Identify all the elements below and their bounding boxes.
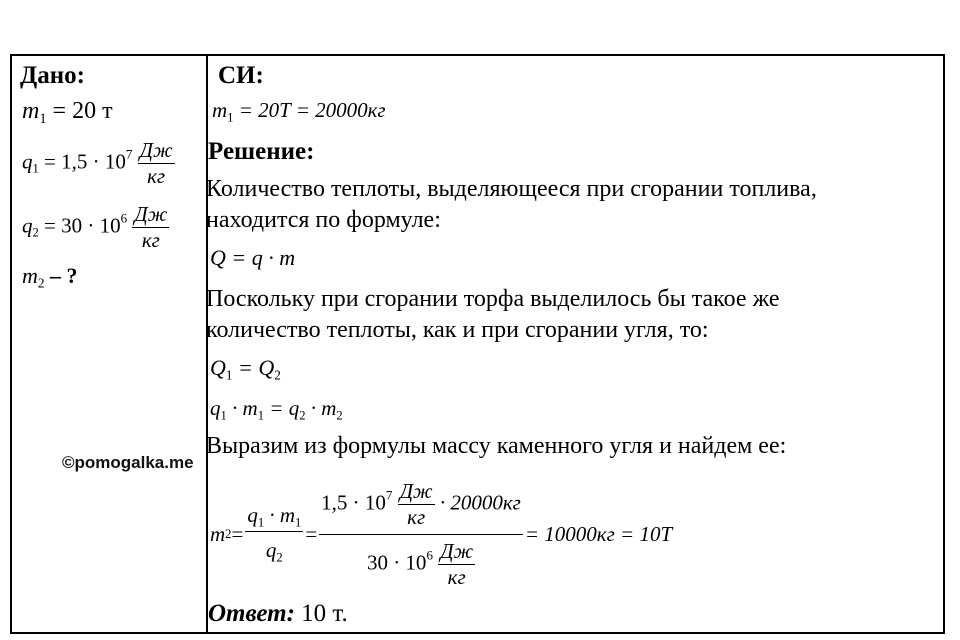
formula-heat: Q = q · m (210, 245, 296, 270)
solution-text-2a: Поскольку при сгорании торфа выделилось бы такое же (206, 286, 780, 312)
solution-text-1a: Количество теплоты, выделяющееся при сгорании топлива, (206, 176, 817, 202)
answer-line: Ответ: 10 т. (208, 600, 348, 627)
solution-text-2b: количество теплоты, как и при сгорании угля, то: (206, 317, 709, 343)
given-header: Дано: (20, 62, 85, 89)
unit-fraction: $\frac{Дж}{кг}$ (440, 538, 474, 589)
formula-final: m 2 = $\frac{q_1 \cdot m_1}{q_2}$ = $1,5 \cdot 10^7$ $\frac{Дж}{кг}$ · 20000кг $30 \cdot 10^6$ $\frac{Дж}{кг}$ = 10000кг = 10T (210, 478, 673, 589)
solution-text-3: Выразим из формулы массу каменного угля и найдем ее: (206, 433, 787, 459)
task-table (10, 54, 945, 634)
si-conversion: $m_1 = 20T = 20000кг$ (212, 98, 386, 125)
solution-text-1b: находится по формуле: (206, 207, 441, 233)
unit-fraction: $\frac{Дж}{кг}$ (134, 202, 168, 252)
formula-product-equal: $q_1 \cdot m_1 = q_2 \cdot m_2$ (210, 396, 343, 423)
fraction-symbolic: $\frac{q_1 \cdot m_1}{q_2}$ (247, 503, 302, 564)
given-m2-unknown: $m_2$ – ? (22, 263, 78, 291)
watermark-text: ©pomogalka.me (62, 453, 194, 472)
formula-q-equal: $Q_1 = Q_2$ (210, 355, 281, 383)
solution-header: Решение: (208, 138, 315, 165)
given-q2: $q_2 = 30 \cdot 10^6$ $\frac{Дж}{кг}$ (22, 202, 168, 252)
unit-fraction: $\frac{Дж}{кг}$ (139, 138, 173, 188)
si-header: СИ: (218, 62, 264, 89)
given-m1: $m_1 = 20$ т (22, 98, 113, 128)
unit-fraction: $\frac{Дж}{кг}$ (399, 478, 433, 529)
fraction-numeric: $1,5 \cdot 10^7$ $\frac{Дж}{кг}$ · 20000кг $30 \cdot 10^6$ $\frac{Дж}{кг}$ (321, 478, 521, 589)
given-q1: $q_1 = 1,5 \cdot 10^7$ $\frac{Дж}{кг}$ (22, 138, 173, 188)
